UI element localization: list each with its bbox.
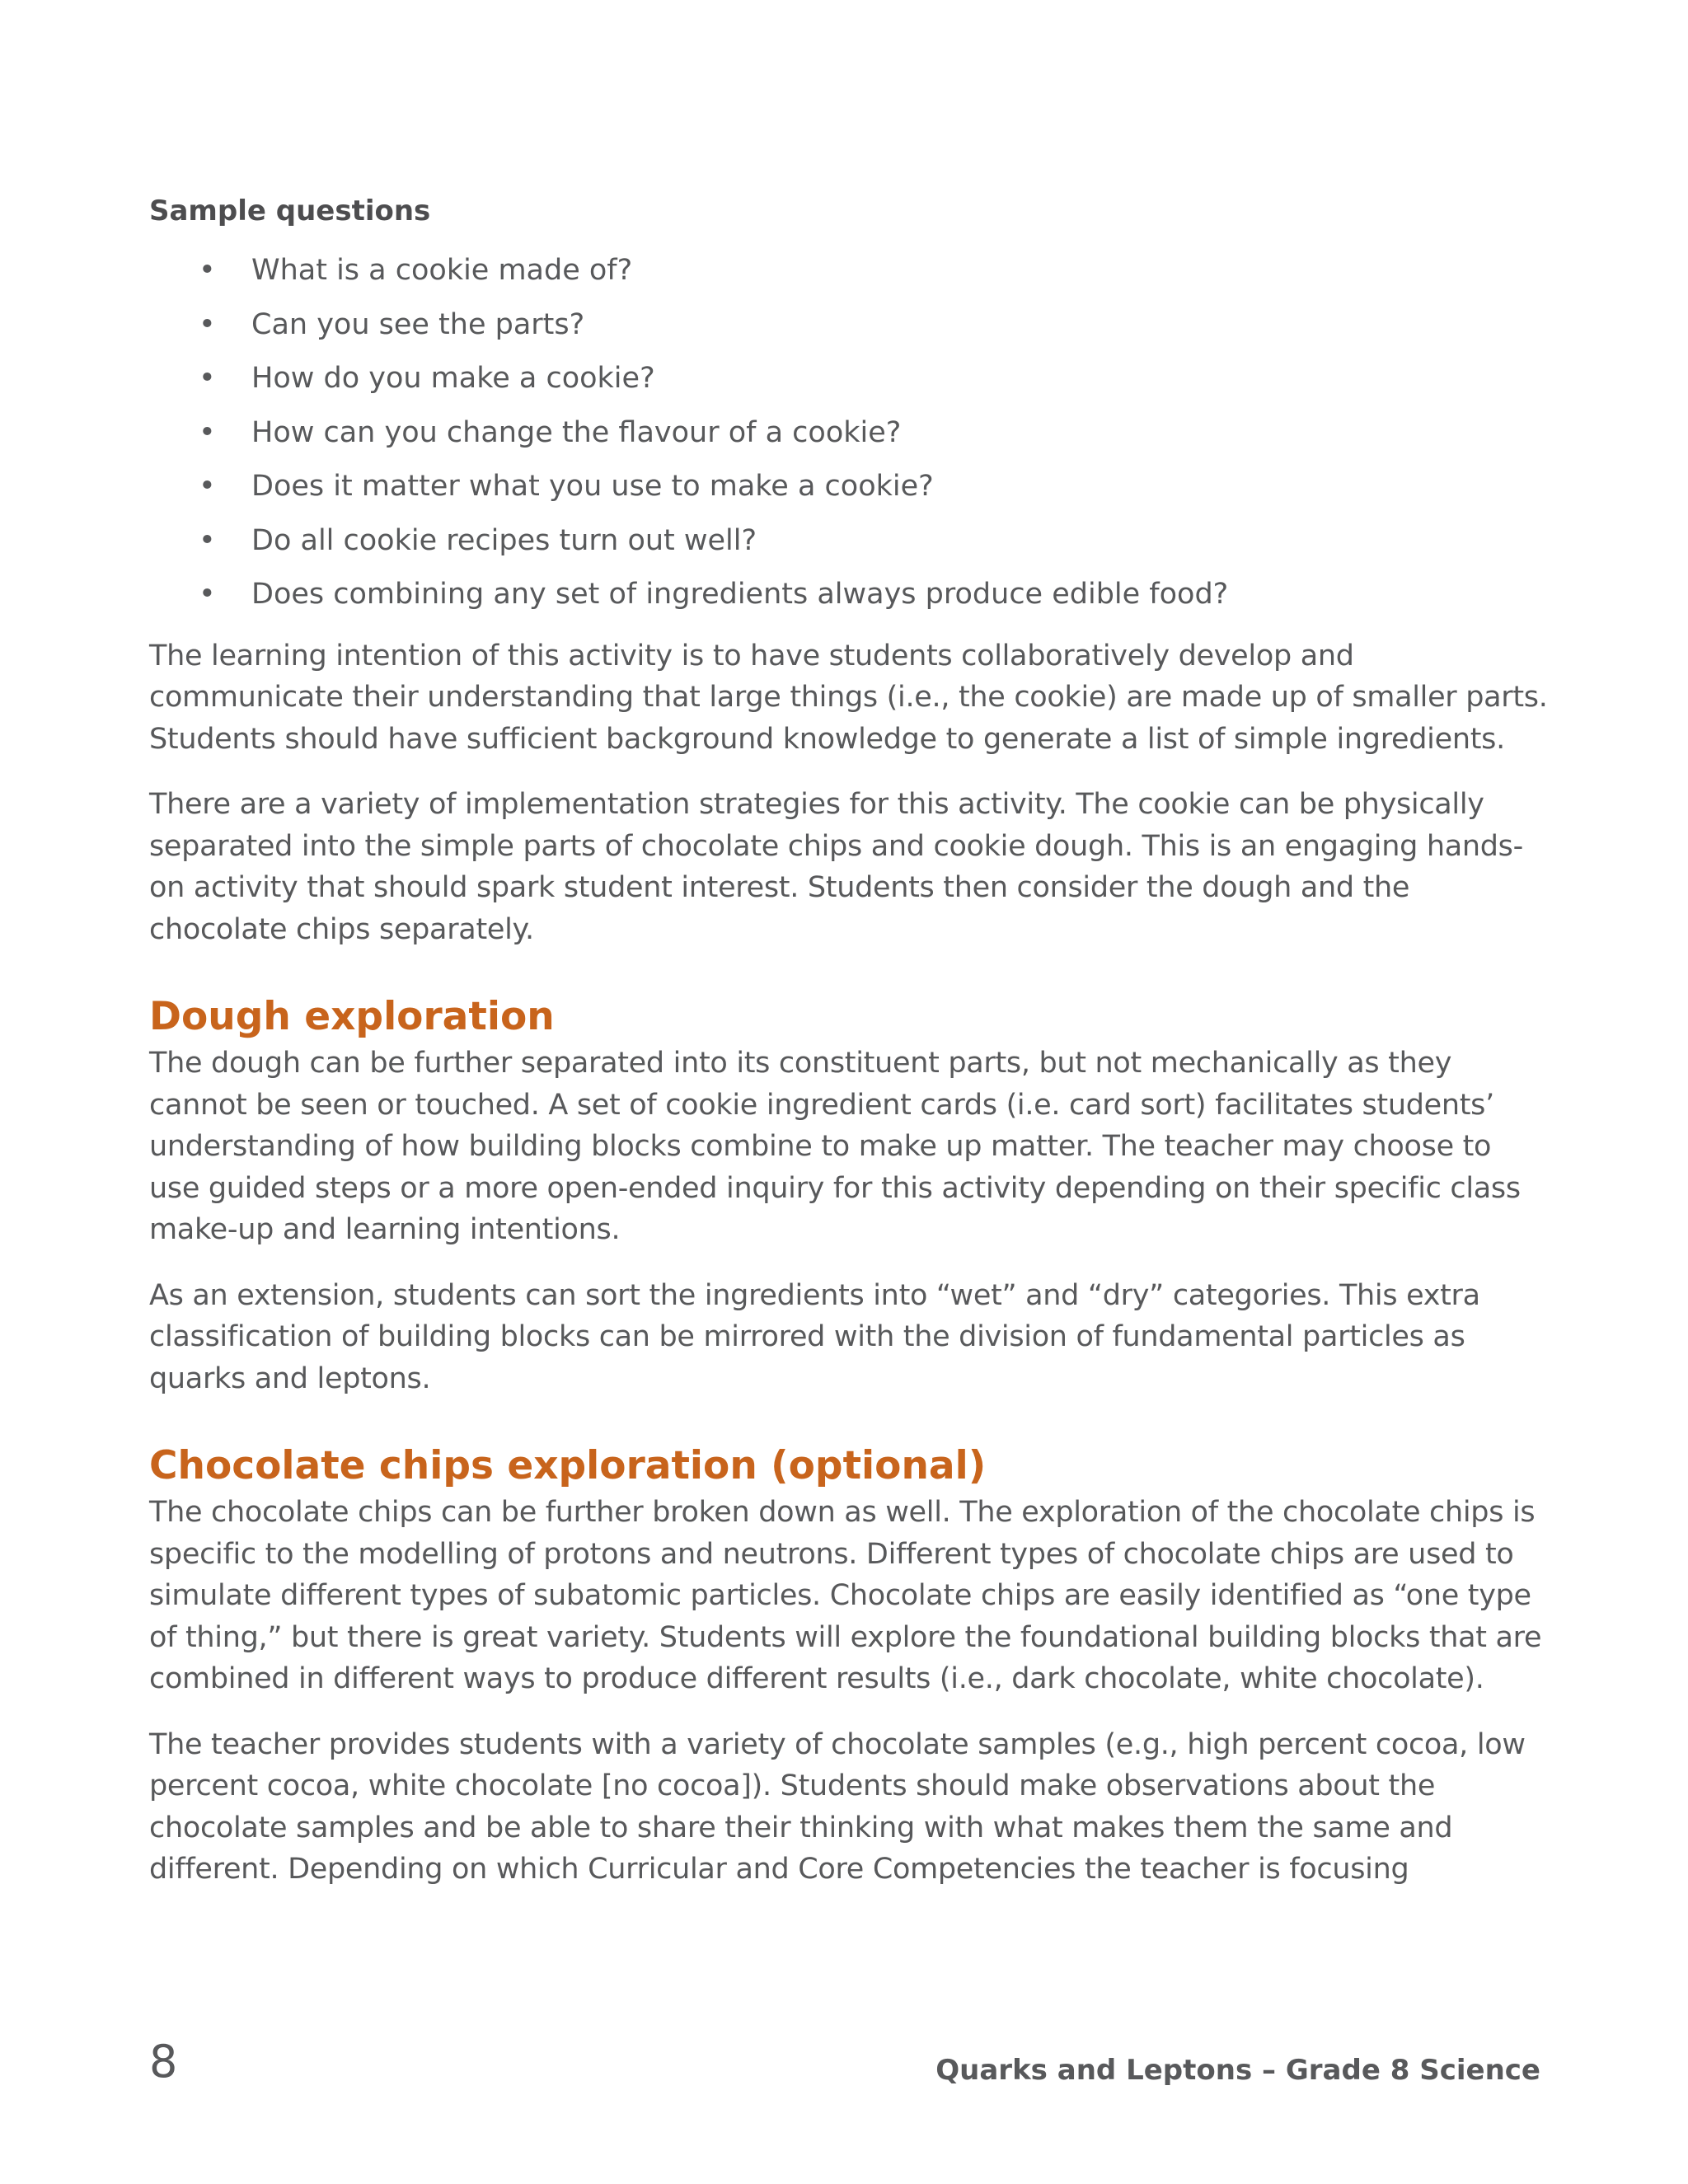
intro-paragraph: The learning intention of this activity is to have students collaboratively develop and communicate their understanding that large things (i.e., the cookie) are made up of smaller parts. Students should have sufficient background knowledge to generate a list of simple ingredients. bbox=[149, 639, 1548, 756]
chocolate-paragraph: The chocolate chips can be further broken down as well. The exploration of the chocolate chips is specific to the modelling of protons and neutrons. Different types of chocolate chips are used to simulate different types of subatomic particles. Chocolate chips are easily identified as “one type of thing,” but there is great variety. Students will explore the foundational building blocks that are combined in different ways to produce different results (i.e., dark chocolate, white chocolate). bbox=[149, 1496, 1542, 1695]
chocolate-exploration-heading: Chocolate chips exploration (optional) bbox=[149, 1443, 987, 1488]
dough-paragraph: The dough can be further separated into its constituent parts, but not mechanically as they cannot be seen or touched. A set of cookie ingredient cards (i.e. card sort) facilitates students’ understanding of how building blocks combine to make up matter. The teacher may choose to use guided steps or a more open-ended inquiry for this activity depending on their specific class make-up and learning intentions. bbox=[149, 1047, 1521, 1246]
page-content bbox=[149, 191, 1550, 1915]
question-text: How do you make a cookie? bbox=[251, 362, 655, 395]
bullet-icon: • bbox=[199, 415, 216, 449]
dough-paragraph: As an extension, students can sort the ingredients into “wet” and “dry” categories. This extra classification of building blocks can be mirrored with the division of fundamental particles as quarks and leptons. bbox=[149, 1278, 1480, 1395]
bullet-icon: • bbox=[199, 470, 216, 503]
list-item bbox=[149, 514, 1550, 569]
page-number: 8 bbox=[149, 2036, 178, 2088]
footer-title: Quarks and Leptons – Grade 8 Science bbox=[935, 2054, 1540, 2087]
question-text: Do all cookie recipes turn out well? bbox=[251, 523, 757, 557]
list-item bbox=[149, 568, 1550, 622]
question-text: Does it matter what you use to make a cookie? bbox=[251, 470, 934, 503]
dough-exploration-heading: Dough exploration bbox=[149, 994, 555, 1039]
chocolate-paragraph: The teacher provides students with a variety of chocolate samples (e.g., high percent cocoa, low percent cocoa, white chocolate [no cocoa]). Students should make observations about the chocolate samples and be able to share their thinking with what makes them the same and different. Depending on which Curricular and Core Competencies the teacher is focusing bbox=[149, 1727, 1526, 1886]
list-item bbox=[149, 244, 1550, 298]
question-text: How can you change the flavour of a cookie? bbox=[251, 415, 902, 449]
bullet-icon: • bbox=[199, 578, 216, 611]
list-item bbox=[149, 298, 1550, 353]
bullet-icon: • bbox=[199, 523, 216, 557]
bullet-icon: • bbox=[199, 362, 216, 395]
sample-questions-list bbox=[149, 244, 1550, 622]
question-text: What is a cookie made of? bbox=[251, 254, 633, 287]
bullet-icon: • bbox=[199, 307, 216, 341]
list-item bbox=[149, 352, 1550, 406]
intro-paragraph: There are a variety of implementation strategies for this activity. The cookie can be physically separated into the simple parts of chocolate chips and cookie dough. This is an engaging hands-on activity that should spark student interest. Students then consider the dough and the chocolate chips separately. bbox=[149, 788, 1523, 946]
sample-questions-heading: Sample questions bbox=[149, 194, 431, 227]
list-item bbox=[149, 460, 1550, 514]
list-item bbox=[149, 406, 1550, 461]
question-text: Does combining any set of ingredients always produce edible food? bbox=[251, 578, 1229, 611]
question-text: Can you see the parts? bbox=[251, 307, 585, 341]
bullet-icon: • bbox=[199, 254, 216, 287]
